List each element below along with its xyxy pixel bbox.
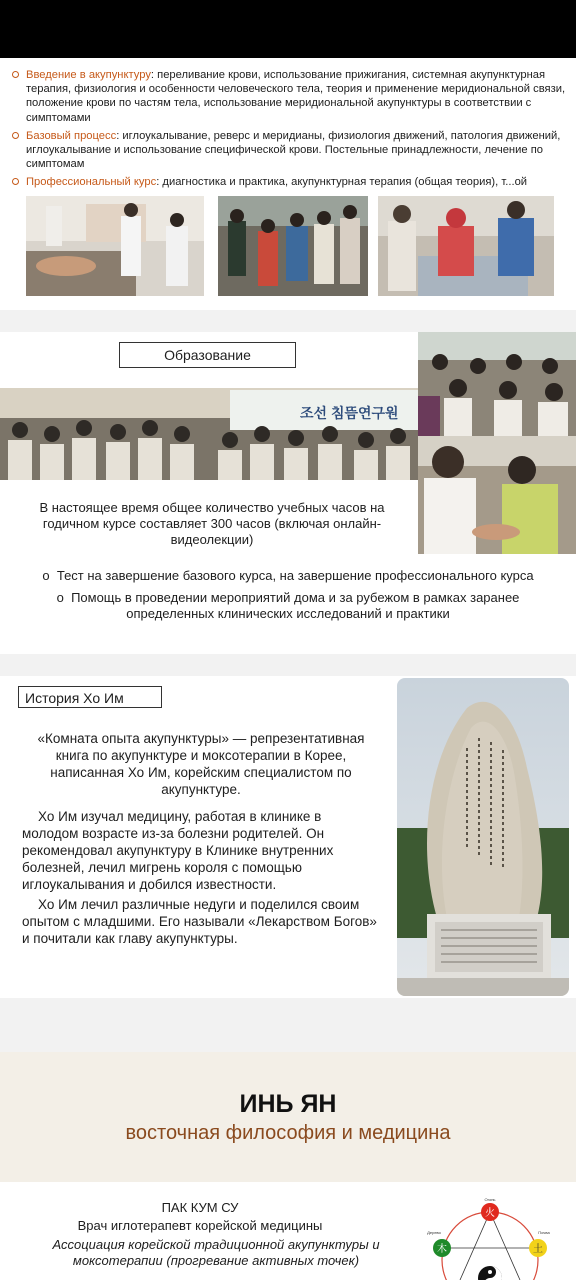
bullet-icon (12, 132, 19, 139)
education-section (0, 332, 576, 654)
list-item (12, 175, 568, 189)
bullet-icon: o (42, 568, 57, 583)
education-title: Образование (119, 342, 296, 368)
section-divider (0, 998, 576, 1052)
history-paragraph: Хо Им изучал медицину, работая в клинике в молодом возрасте из-за болезни родителей. Он рекомендовал акупунктуру в Клинике внутренних болезней, лечил мигрень короля с помощью иглоукалывания и добился известности. (22, 809, 334, 892)
bullet-icon: o (56, 590, 72, 605)
yinyang-title: ИНЬ ЯН (239, 1090, 337, 1118)
courses-section (0, 58, 576, 310)
section-divider (0, 310, 576, 332)
list-item: o Тест на завершение базового курса, на завершение профессионального курса (42, 568, 534, 583)
wood-glyph: 木 (437, 1244, 447, 1255)
photo-group-training (218, 196, 368, 296)
history-paragraph: «Комната опыта акупунктуры» — репрезентативная книга по акупунктуре и моксотерапии в Корее, написанная Хо Им, корейским специалистом по акупунктуре. (37, 731, 365, 797)
photo-lecture-hall (0, 388, 418, 480)
training-photos (26, 196, 554, 296)
photo-practice-session (418, 436, 576, 554)
course-text: : переливание крови, использование прижигания, системная акупунктурная терапия, физиология и особенности человеческого тела, теория и применение меридиональной связи, положение крови по частям тела, использование меридиональной акупунктуры в соответствии с симптомами (26, 69, 566, 124)
bullet-icon (12, 178, 19, 185)
photo-clinic-practice (26, 196, 204, 296)
course-text: : иглоукалывание, реверс и меридианы, физиология движений, патология движений, иглоукалывание и использование специфической крови. Постельные принадлежности, лечение по симптомам (26, 129, 561, 171)
doctor-name: ПАК КУМ СУ (161, 1200, 239, 1215)
wood-label: Дерево (427, 1230, 441, 1235)
doctor-section (0, 1182, 576, 1280)
course-title: Профессиональный курс (26, 176, 157, 189)
photo-memorial-stone (397, 678, 569, 996)
bullet-icon (12, 71, 19, 78)
earth-label: Почва (538, 1230, 550, 1235)
history-paragraph: Хо Им лечил различные недуги и поделился своим опытом с младшими. Его называли «Лекарством Богов» и почитали как главу акупунктуры. (22, 897, 377, 946)
doctor-role: Врач иглотерапевт корейской медицины (77, 1218, 323, 1233)
list-item (12, 129, 568, 172)
yinyang-subtitle: восточная философия и медицина (125, 1122, 451, 1144)
doctor-association: Ассоциация корейской традиционной акупунктуры и моксотерапии (прогревание активных точек) (52, 1237, 380, 1268)
fire-label: Огонь (484, 1197, 496, 1202)
course-list (12, 68, 568, 194)
yinyang-section (0, 1052, 576, 1182)
fire-glyph: 火 (485, 1208, 495, 1219)
education-text: В настоящее время общее количество учебных часов на годичном курсе составляет 300 часов (включая онлайн-видеолекции) (39, 500, 385, 547)
status-bar (0, 0, 576, 58)
history-section (0, 676, 576, 998)
history-title: История Хо Им (18, 686, 162, 708)
section-divider (0, 654, 576, 676)
course-title: Базовый процесс (26, 129, 117, 142)
course-title: Введение в акупунктуру (26, 69, 151, 81)
course-text: : диагностика и практика, акупунктурная терапия (общая теория), т...ой (156, 176, 528, 189)
earth-glyph: 土 (533, 1244, 543, 1255)
list-item: o Помощь в проведении мероприятий дома и за рубежом в рамках заранее определенных клинических исследований и практики (56, 590, 520, 621)
list-item (12, 68, 568, 125)
five-elements-diagram (420, 1196, 570, 1280)
photo-patient-care (378, 196, 554, 296)
photo-seminar (418, 332, 576, 436)
banner-text: 조선 침뜸연구원 (300, 405, 399, 421)
